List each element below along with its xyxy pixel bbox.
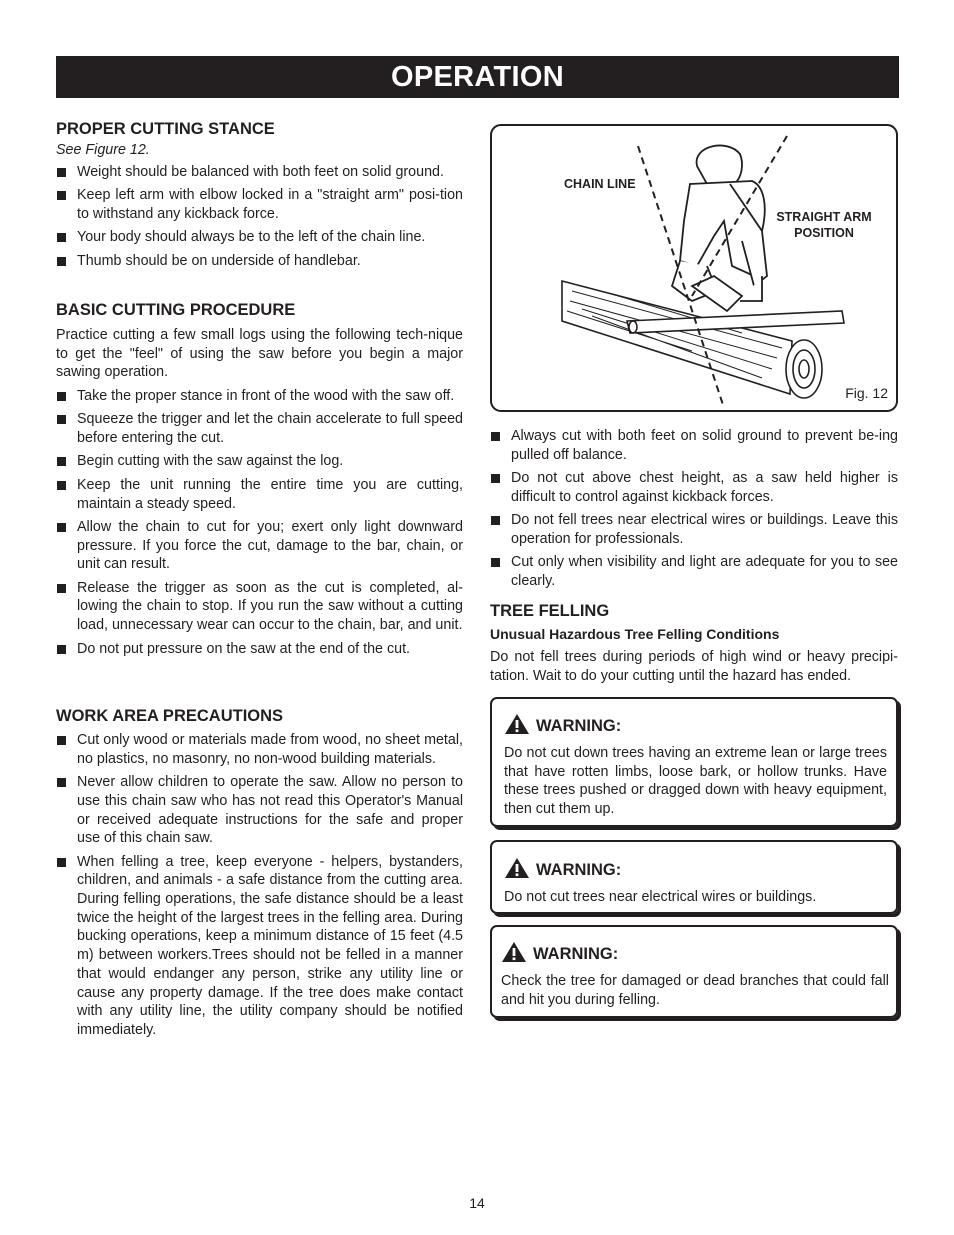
list-item: Cut only when visibility and light are adequate for you to see clearly. bbox=[490, 553, 898, 590]
chain-line-label: CHAIN LINE bbox=[564, 177, 636, 191]
list-item: Cut only wood or materials made from wood, no sheet metal, no plastics, no masonry, no non-wood building materials. bbox=[56, 731, 463, 768]
figure-caption: Fig. 12 bbox=[845, 385, 888, 401]
list-item: Do not cut above chest height, as a saw held higher is difficult to control against kickback forces. bbox=[490, 469, 898, 506]
warning-title: WARNING: bbox=[504, 857, 621, 880]
list-item: Allow the chain to cut for you; exert only light downward pressure. If you force the cut, damage to the bar, chain, or unit can result. bbox=[56, 518, 463, 574]
list-item: Squeeze the trigger and let the chain accelerate to full speed before entering the cut. bbox=[56, 410, 463, 447]
basic-list bbox=[56, 387, 463, 663]
felling-text: Do not fell trees during periods of high wind or heavy precipi-tation. Wait to do your cutting until the hazard has ended. bbox=[490, 649, 898, 684]
list-item: Begin cutting with the saw against the log. bbox=[56, 452, 463, 471]
warning-text: Do not cut trees near electrical wires or buildings. bbox=[504, 889, 817, 905]
warning-box bbox=[490, 925, 898, 1018]
basic-heading: BASIC CUTTING PROCEDURE bbox=[56, 301, 296, 319]
warning-title: WARNING: bbox=[504, 713, 621, 736]
page-banner: OPERATION bbox=[56, 56, 899, 98]
warning-text: Do not cut down trees having an extreme lean or large trees that have rotten limbs, loose bark, or hollow trunks. Have these trees pushed or dragged down with heavy equipment, then cut them up. bbox=[504, 745, 887, 818]
work-heading: WORK AREA PRECAUTIONS bbox=[56, 707, 284, 725]
warning-title: WARNING: bbox=[501, 941, 618, 964]
figure-12 bbox=[490, 124, 898, 412]
warning-box bbox=[490, 697, 898, 827]
see-figure-note: See Figure 12. bbox=[56, 142, 150, 158]
warning-icon bbox=[504, 857, 530, 879]
chainsaw-stance-illustration bbox=[492, 126, 896, 410]
list-item: Keep the unit running the entire time you are cutting, maintain a steady speed. bbox=[56, 476, 463, 513]
page-number: 14 bbox=[469, 1195, 485, 1211]
warning-text: Check the tree for damaged or dead branches that could fall and hit you during felling. bbox=[501, 973, 889, 1008]
basic-intro: Practice cutting a few small logs using the following tech-nique to get the "feel" of using the saw before you begin a major sawing operation. bbox=[56, 327, 463, 381]
list-item: Thumb should be on underside of handlebar. bbox=[56, 252, 463, 271]
felling-heading: TREE FELLING bbox=[490, 602, 610, 620]
safety-list bbox=[490, 427, 898, 595]
list-item: Never allow children to operate the saw. Allow no person to use this chain saw who has not read this Operator's Manual or received adequate instructions for the safe and proper use of this chain saw. bbox=[56, 773, 463, 848]
stance-heading: PROPER CUTTING STANCE bbox=[56, 120, 275, 138]
stance-list bbox=[56, 163, 463, 275]
list-item: Release the trigger as soon as the cut is completed, al-lowing the chain to stop. If you run the saw without a cutting load, unnecessary wear can occur to the chain, bar, and unit. bbox=[56, 579, 463, 635]
list-item: Take the proper stance in front of the wood with the saw off. bbox=[56, 387, 463, 406]
straight-arm-label: STRAIGHT ARM POSITION bbox=[776, 210, 872, 240]
list-item: Your body should always be to the left of the chain line. bbox=[56, 228, 463, 247]
warning-icon bbox=[504, 713, 530, 735]
work-list bbox=[56, 731, 463, 1044]
list-item: Do not fell trees near electrical wires or buildings. Leave this operation for professionals. bbox=[490, 511, 898, 548]
list-item: Do not put pressure on the saw at the end of the cut. bbox=[56, 640, 463, 659]
warning-icon bbox=[501, 941, 527, 963]
list-item: When felling a tree, keep everyone - helpers, bystanders, children, and animals - a safe distance from the cutting area. During felling operations, the safe distance should be a least twice the height of the largest trees in the felling area. During bucking operations, keep a minimum distance of 15 feet (4.5 m) between workers.Trees should not be felled in a manner that would endanger any person, strike any utility line or cause any property damage. If the tree does make contact with any utility line, the utility company should be notified immediately. bbox=[56, 853, 463, 1040]
warning-box bbox=[490, 840, 898, 914]
list-item: Always cut with both feet on solid ground to prevent be-ing pulled off balance. bbox=[490, 427, 898, 464]
felling-subheading: Unusual Hazardous Tree Felling Conditions bbox=[490, 626, 780, 642]
list-item: Keep left arm with elbow locked in a "straight arm" posi-tion to withstand any kickback force. bbox=[56, 186, 463, 223]
list-item: Weight should be balanced with both feet on solid ground. bbox=[56, 163, 463, 182]
